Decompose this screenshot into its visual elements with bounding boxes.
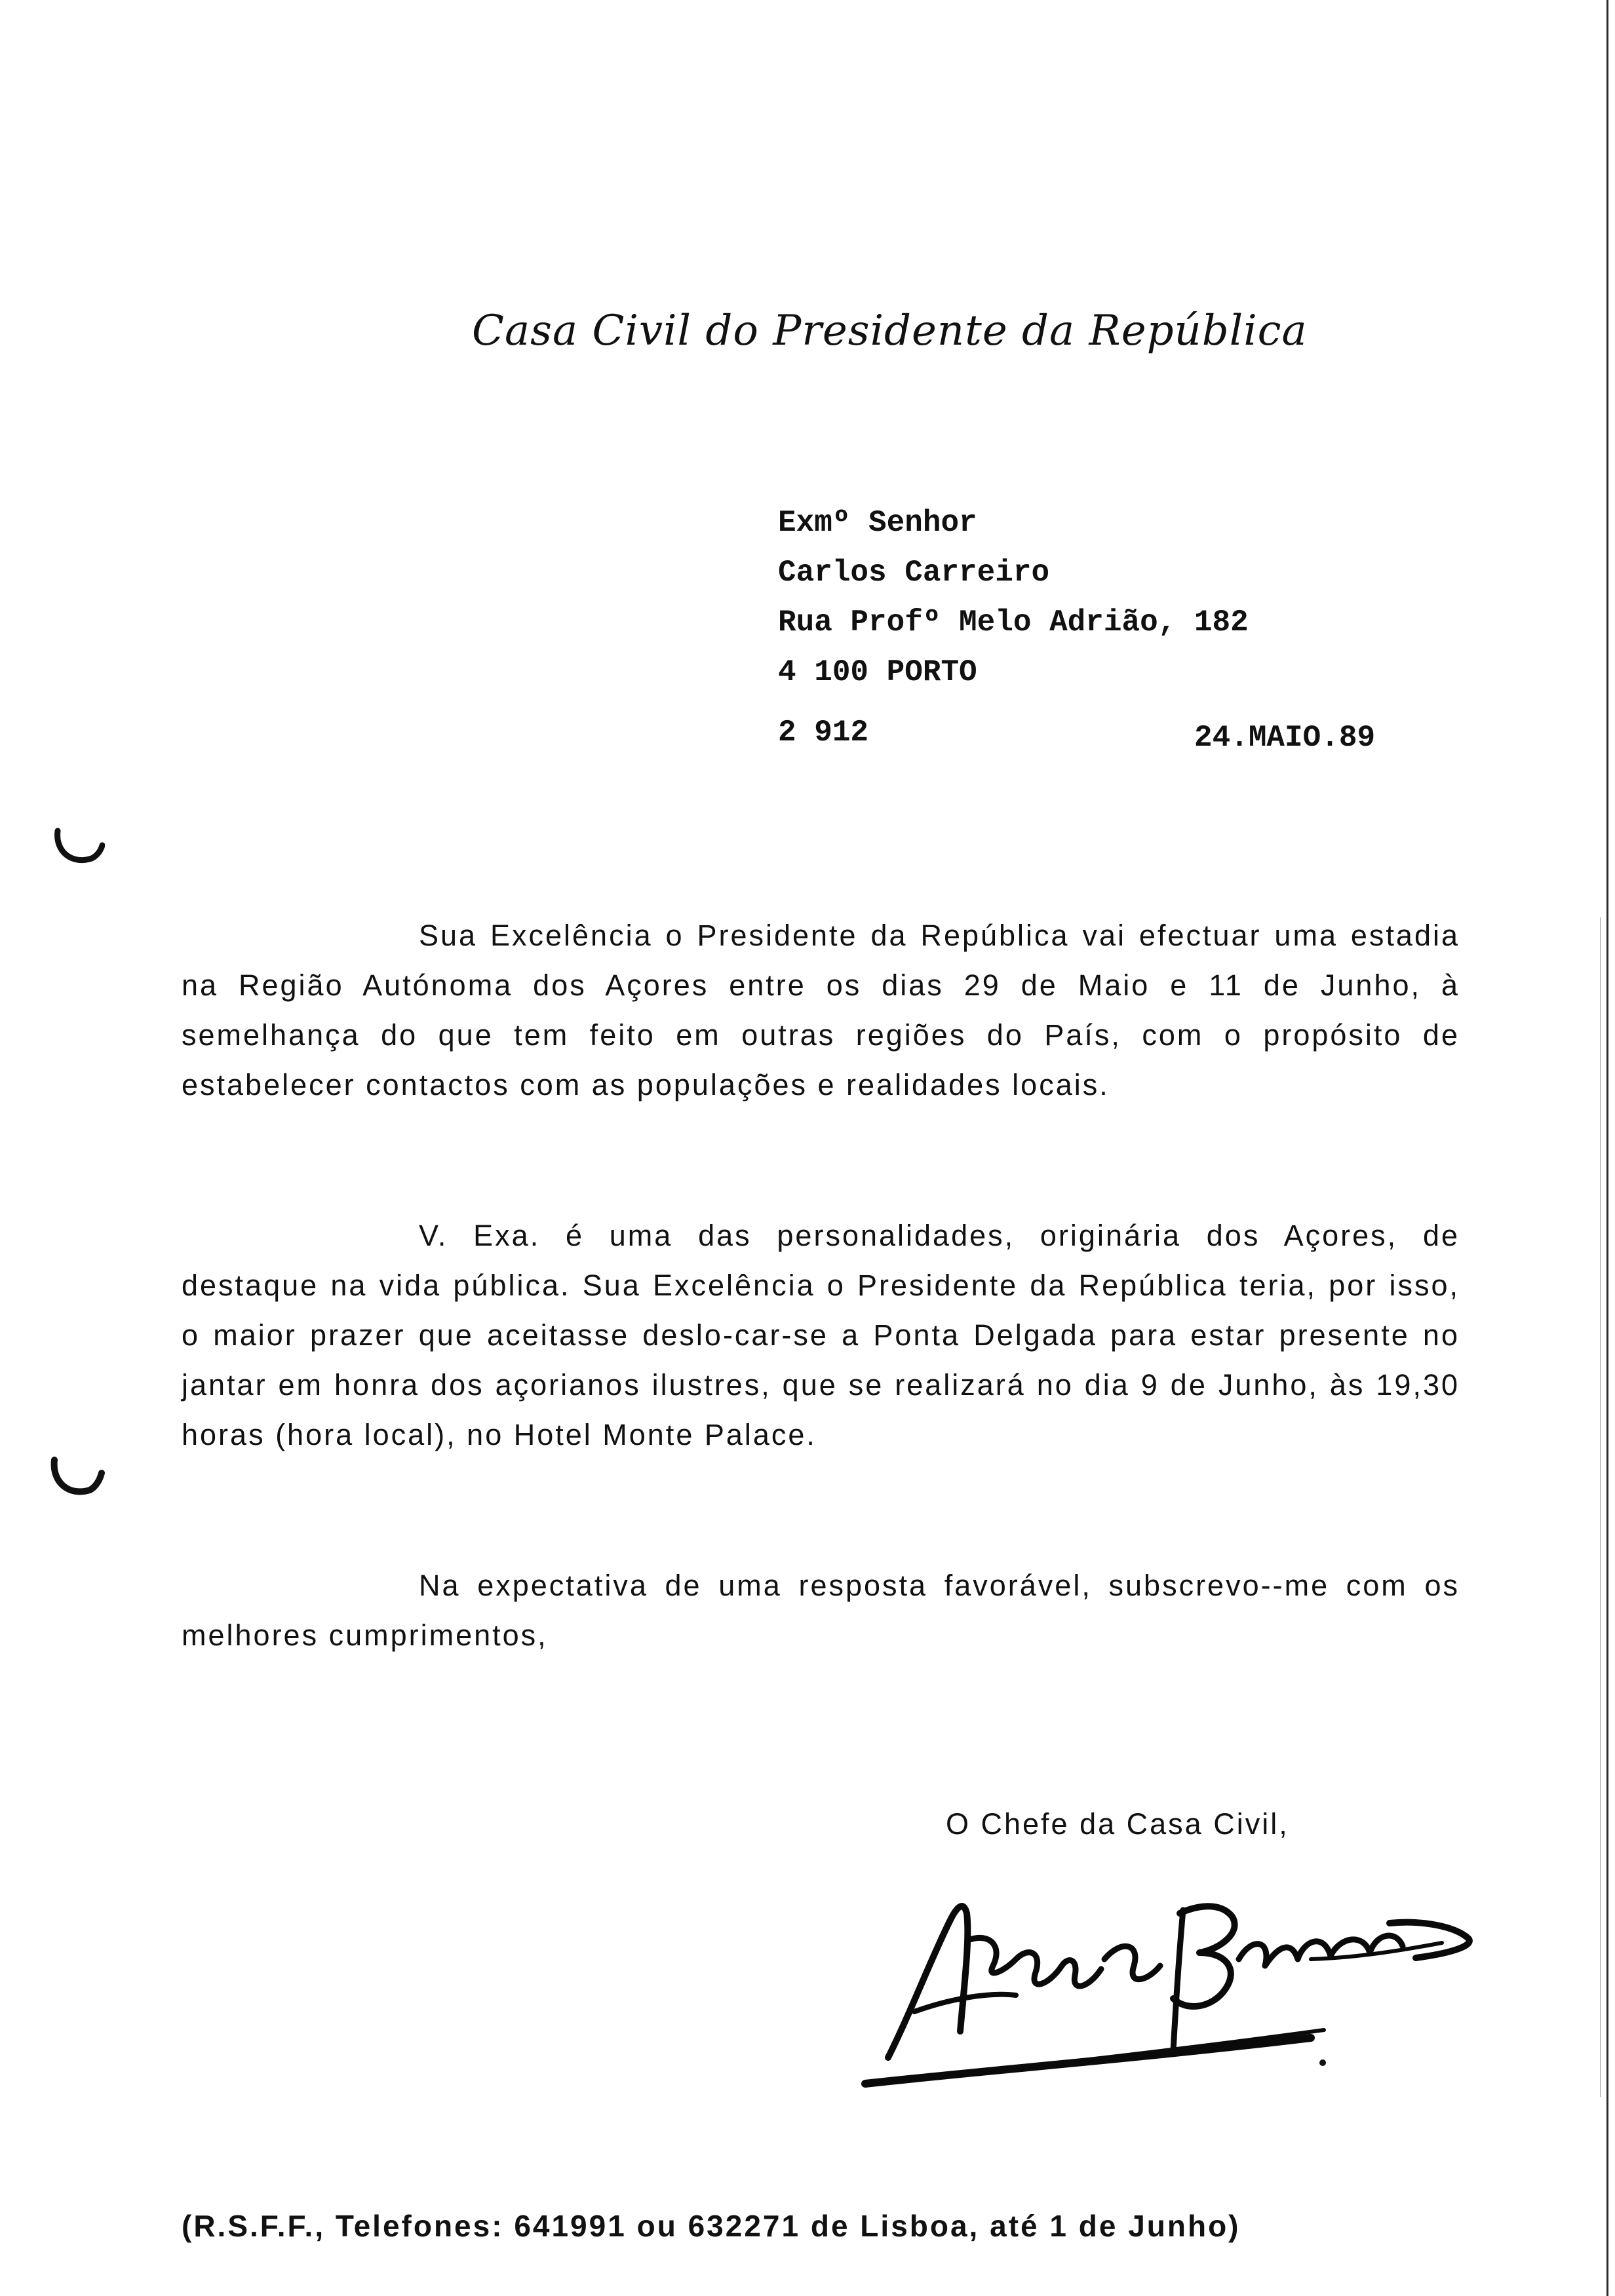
page-edge-line (1606, 0, 1608, 2296)
recipient-name: Carlos Carreiro (778, 556, 1050, 590)
page-edge-line-faint (1600, 917, 1601, 2097)
punch-hole-lower (49, 1455, 105, 1504)
reference-number: 2 912 (778, 716, 869, 750)
recipient-salutation: Exmº Senhor (778, 506, 977, 540)
recipient-address (778, 498, 1249, 697)
footer-contact-note: (R.S.F.F., Telefones: 641991 ou 632271 de Lisboa, até 1 de Junho) (182, 2209, 1241, 2243)
body-paragraph-2: V. Exa. é uma das personalidades, originária dos Açores, de destaque na vida pública. Sua Excelência o Presidente da República teria, por isso, o maior prazer que aceitasse deslo-car-se a Ponta Delgada para estar presente no jantar em honra dos açorianos ilustres, que se realizará no dia 9 de Junho, às 19,30 horas (hora local), no Hotel Monte Palace. (182, 1219, 1460, 1451)
body-paragraph-1: Sua Excelência o Presidente da República vai efectuar uma estadia na Região Autónoma dos Açores entre os dias 29 de Maio e 11 de Junho, à semelhança do que tem feito em outras regiões do País, com o propósito de estabelecer contactos com as populações e realidades locais. (182, 919, 1460, 1101)
letter-date: 24.MAIO.89 (1194, 721, 1376, 755)
closing-title: O Chefe da Casa Civil, (946, 1807, 1289, 1841)
punch-hole-upper (52, 826, 105, 871)
body-paragraph-3: Na expectativa de uma resposta favorável, subscrevo--me com os melhores cumprimentos, (182, 1569, 1460, 1652)
letterhead: Casa Civil do Presidente da República (472, 307, 1308, 355)
handwritten-signature (852, 1861, 1481, 2097)
recipient-street: Rua Profº Melo Adrião, 182 (778, 605, 1249, 640)
recipient-city: 4 100 PORTO (778, 655, 977, 689)
